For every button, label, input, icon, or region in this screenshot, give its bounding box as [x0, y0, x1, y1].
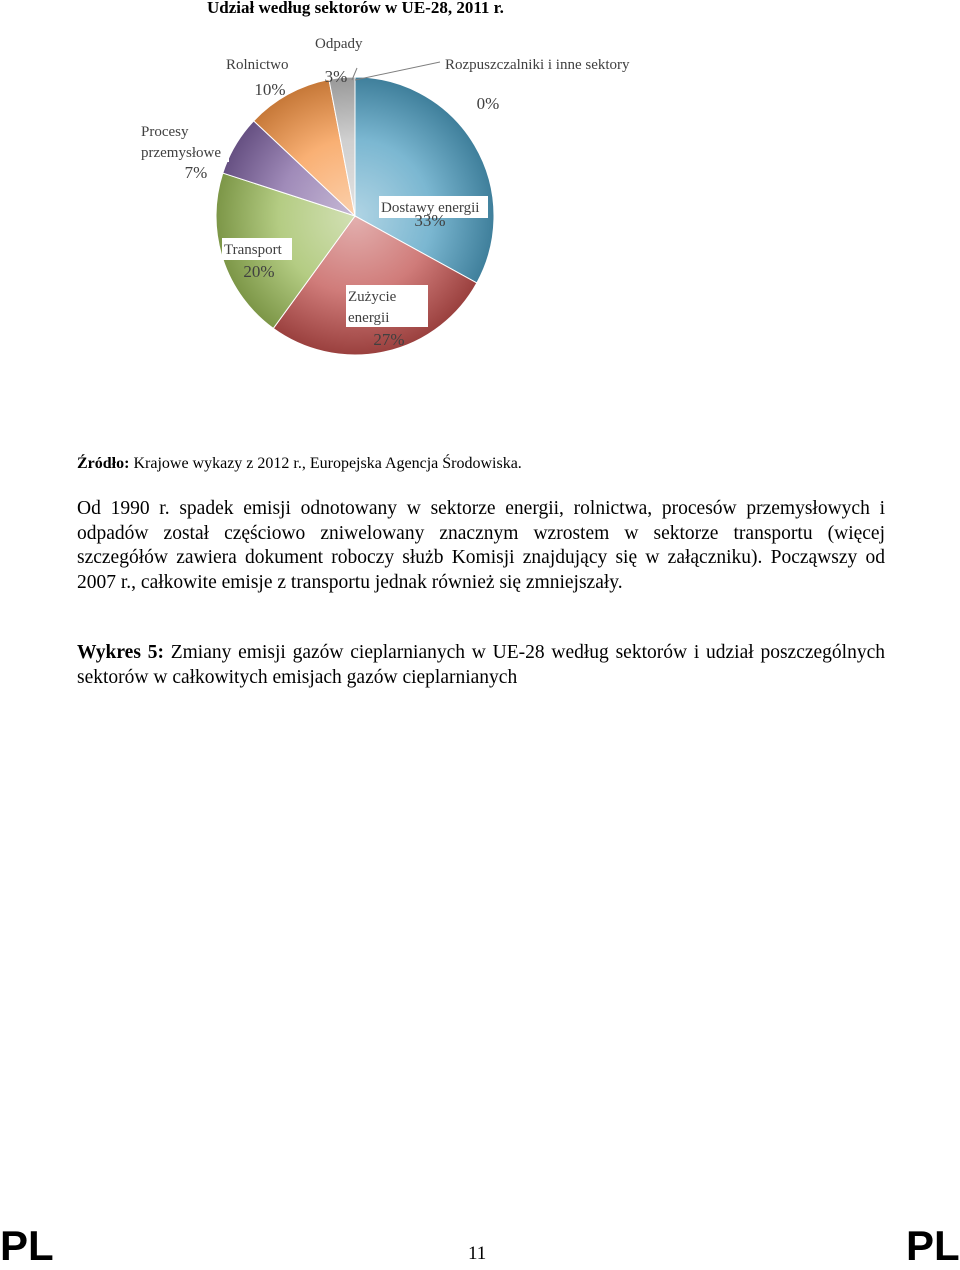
slice-category-label-5: Rolnictwo — [226, 57, 289, 73]
slice-category-label-2: energii — [348, 310, 390, 326]
footer-language-left: PL — [0, 1222, 54, 1269]
source-note — [77, 455, 522, 473]
pie-chart — [0, 0, 960, 440]
slice-category-label-2: Zużycie — [348, 289, 397, 305]
slice-category-label-4: Procesy — [141, 124, 189, 140]
slice-category-label-1: Dostawy energii — [381, 200, 480, 216]
slice-value-label-5: 10% — [254, 80, 286, 99]
page-number: 11 — [468, 1243, 487, 1264]
caption-label: Wykres 5: — [77, 642, 164, 663]
slice-category-label-7: Rozpuszczalniki i inne sektory — [445, 57, 630, 73]
slice-value-label-7: 0% — [476, 94, 500, 113]
footer-language-right: PL — [906, 1222, 960, 1269]
slice-value-label-6: 3% — [324, 67, 348, 86]
chart-title: Udział według sektorów w UE-28, 2011 r. — [207, 0, 504, 17]
figure-caption — [77, 641, 885, 690]
slice-category-label-4: przemysłowe — [141, 145, 221, 161]
slice-category-label-6: Odpady — [315, 36, 363, 52]
leader-line-2 — [355, 62, 440, 80]
caption-text: Zmiany emisji gazów cieplarnianych w UE-28 według sektorów i udział poszczególnych sektorów w całkowitych emisjach gazów cieplarnianych — [77, 642, 885, 688]
slice-value-label-1: 33% — [414, 211, 446, 230]
source-label: Źródło: — [77, 455, 130, 472]
slice-value-label-3: 20% — [243, 262, 275, 281]
body-paragraph: Od 1990 r. spadek emisji odnotowany w sektorze energii, rolnictwa, procesów przemysłowych i odpadów został częściowo zniwelowany znacznym wzrostem w sektorze transportu (więcej szczegółów zawiera dokument roboczy służb Komisji znajdujący się w załączniku). Począwszy od 2007 r., całkowite emisje z transportu jednak również się zmniejszały. — [77, 498, 885, 593]
slice-category-label-3: Transport — [224, 242, 282, 258]
slice-value-label-4: 7% — [184, 163, 208, 182]
slice-value-label-2: 27% — [373, 330, 405, 349]
source-text: Krajowe wykazy z 2012 r., Europejska Agencja Środowiska. — [129, 455, 522, 472]
